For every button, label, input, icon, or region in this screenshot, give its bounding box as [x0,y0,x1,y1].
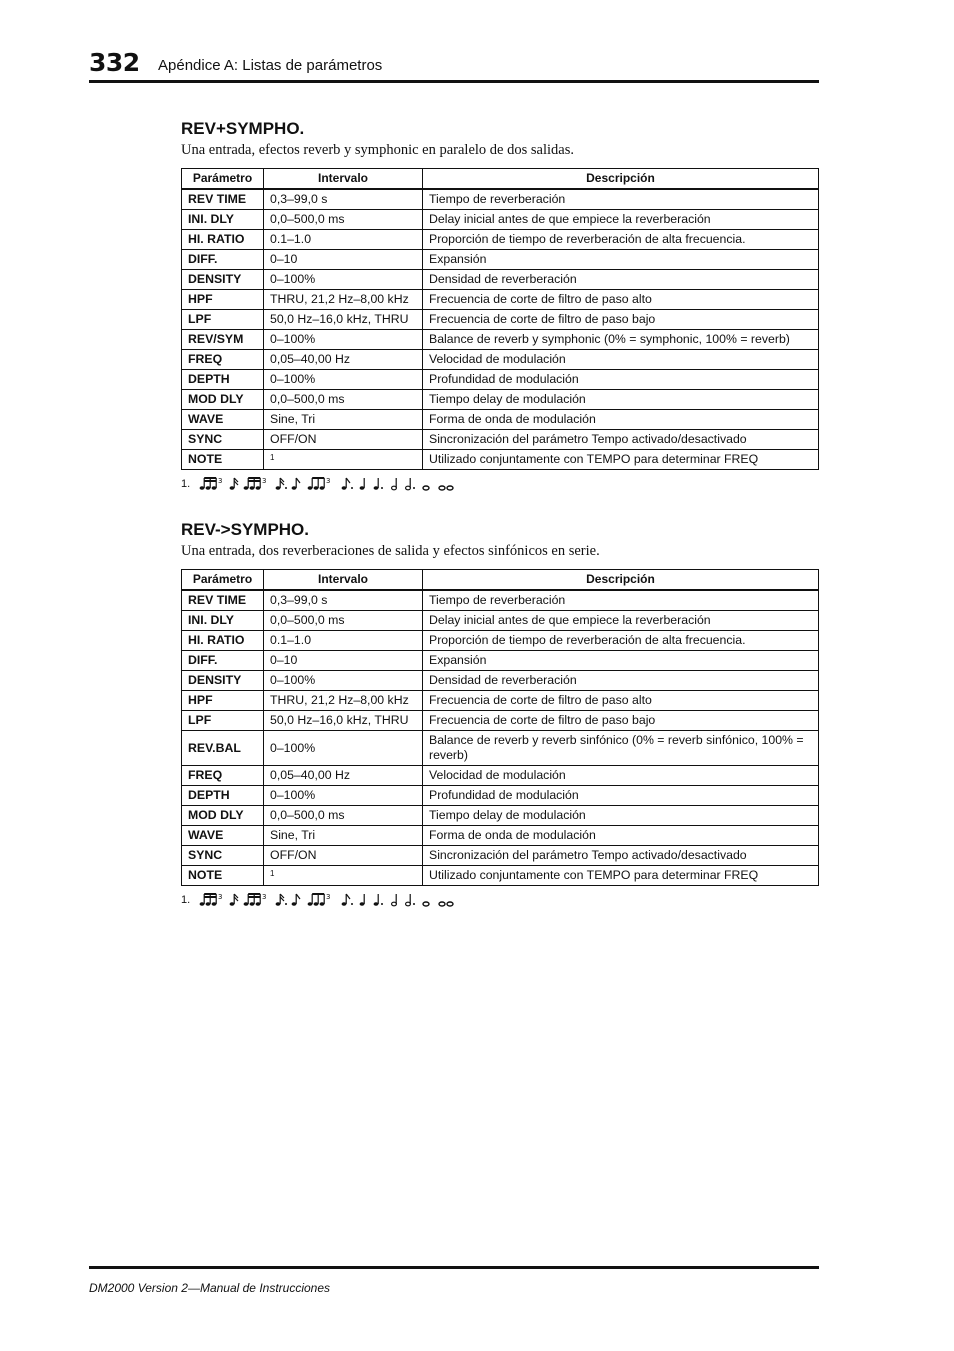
parameter-description: Frecuencia de corte de filtro de paso alto [423,290,819,310]
parameter-description: Frecuencia de corte de filtro de paso bajo [423,310,819,330]
table-row [182,806,819,826]
parameter-description: Densidad de reverberación [423,270,819,290]
parameter-name: INI. DLY [182,210,264,230]
parameter-description: Tiempo delay de modulación [423,806,819,826]
parameter-range: Sine, Tri [264,410,423,430]
parameter-name: NOTE [182,450,264,470]
table-row [182,731,819,766]
parameter-name: HPF [182,691,264,711]
parameter-range [264,450,423,470]
parameter-description: Expansión [423,651,819,671]
section-intro: Una entrada, efectos reverb y symphonic en paralelo de dos salidas. [181,142,574,158]
svg-text:3: 3 [262,893,267,901]
footnote-label: 1. [181,894,191,906]
parameter-name: DIFF. [182,651,264,671]
parameter-range: 50,0 Hz–16,0 kHz, THRU [264,310,423,330]
table-header-row [182,570,819,591]
section-rev-sympho [181,118,818,492]
table-row [182,866,819,886]
parameter-name: HI. RATIO [182,631,264,651]
table-row [182,410,819,430]
column-header-range: Intervalo [264,570,423,591]
parameter-description: Frecuencia de corte de filtro de paso alto [423,691,819,711]
header-rule [89,80,819,83]
parameter-range: 0–100% [264,330,423,350]
page-number: 332 [89,48,140,77]
parameter-range: THRU, 21,2 Hz–8,00 kHz [264,691,423,711]
table-row [182,711,819,731]
parameter-description: Delay inicial antes de que empiece la reverberación [423,210,819,230]
parameter-name: WAVE [182,826,264,846]
parameter-name: DENSITY [182,671,264,691]
table-row [182,786,819,806]
parameter-range [264,866,423,886]
parameter-name: DEPTH [182,370,264,390]
parameter-description: Proporción de tiempo de reverberación de alta frecuencia. [423,230,819,250]
parameter-description: Proporción de tiempo de reverberación de alta frecuencia. [423,631,819,651]
parameter-description: Balance de reverb y symphonic (0% = symphonic, 100% = reverb) [423,330,819,350]
parameter-range: 0.1–1.0 [264,631,423,651]
parameter-description: Velocidad de modulación [423,350,819,370]
table-row [182,631,819,651]
parameter-description: Utilizado conjuntamente con TEMPO para determinar FREQ [423,866,819,886]
parameter-table [181,168,819,470]
footnote [181,476,818,492]
parameter-name: REV TIME [182,590,264,611]
parameter-name: DEPTH [182,786,264,806]
column-header-range: Intervalo [264,169,423,190]
parameter-name: SYNC [182,846,264,866]
table-row [182,691,819,711]
table-row [182,230,819,250]
table-row [182,310,819,330]
parameter-range: 0.1–1.0 [264,230,423,250]
parameter-range: OFF/ON [264,430,423,450]
parameter-name: NOTE [182,866,264,886]
parameter-description: Delay inicial antes de que empiece la reverberación [423,611,819,631]
parameter-name: LPF [182,711,264,731]
parameter-range: THRU, 21,2 Hz–8,00 kHz [264,290,423,310]
footer-text: DM2000 Version 2—Manual de Instrucciones [89,1281,331,1295]
table-header-row [182,169,819,190]
svg-text:3: 3 [218,893,223,901]
parameter-description: Profundidad de modulación [423,370,819,390]
parameter-name: HI. RATIO [182,230,264,250]
table-row [182,611,819,631]
parameter-description: Tiempo de reverberación [423,590,819,611]
parameter-name: WAVE [182,410,264,430]
parameter-name: REV/SYM [182,330,264,350]
note-values-icon [198,476,498,492]
table-row [182,290,819,310]
section-rev-to-sympho [181,519,818,908]
table-row [182,651,819,671]
parameter-description: Sincronización del parámetro Tempo activado/desactivado [423,430,819,450]
parameter-range: 0–100% [264,270,423,290]
parameter-description: Sincronización del parámetro Tempo activado/desactivado [423,846,819,866]
parameter-name: DENSITY [182,270,264,290]
table-row [182,189,819,210]
parameter-name: LPF [182,310,264,330]
parameter-description: Tiempo delay de modulación [423,390,819,410]
footnote-label: 1. [181,478,191,490]
parameter-range: 0,0–500,0 ms [264,611,423,631]
parameter-name: MOD DLY [182,806,264,826]
table-row [182,590,819,611]
table-row [182,846,819,866]
parameter-name: SYNC [182,430,264,450]
parameter-range: 50,0 Hz–16,0 kHz, THRU [264,711,423,731]
table-row [182,330,819,350]
parameter-range: 0–10 [264,651,423,671]
note-values-icon [198,892,498,908]
parameter-description: Forma de onda de modulación [423,826,819,846]
parameter-description: Expansión [423,250,819,270]
parameter-name: REV.BAL [182,731,264,766]
chapter-title: Apéndice A: Listas de parámetros [158,57,383,74]
parameter-range: Sine, Tri [264,826,423,846]
table-row [182,390,819,410]
table-row [182,250,819,270]
section-title: REV+SYMPHO. [181,119,305,138]
parameter-description: Velocidad de modulación [423,766,819,786]
table-row [182,270,819,290]
column-header-parameter: Parámetro [182,570,264,591]
svg-text:3: 3 [218,477,223,485]
svg-text:3: 3 [326,477,331,485]
parameter-range: 0,3–99,0 s [264,189,423,210]
parameter-description: Frecuencia de corte de filtro de paso bajo [423,711,819,731]
section-title: REV->SYMPHO. [181,520,310,539]
parameter-range: 0–10 [264,250,423,270]
parameter-range: 0,3–99,0 s [264,590,423,611]
parameter-range: 0–100% [264,731,423,766]
svg-text:3: 3 [326,893,331,901]
parameter-name: HPF [182,290,264,310]
table-row [182,826,819,846]
table-row [182,430,819,450]
svg-text:3: 3 [262,477,267,485]
footer-rule [89,1266,819,1269]
column-header-description: Descripción [423,570,819,591]
table-row [182,450,819,470]
parameter-name: FREQ [182,766,264,786]
table-row [182,766,819,786]
parameter-description: Profundidad de modulación [423,786,819,806]
parameter-description: Tiempo de reverberación [423,189,819,210]
parameter-range: 0,0–500,0 ms [264,806,423,826]
parameter-description: Balance de reverb y reverb sinfónico (0% = reverb sinfónico, 100% = reverb) [423,731,819,766]
footnote-ref: 1 [270,869,275,878]
column-header-parameter: Parámetro [182,169,264,190]
parameter-name: INI. DLY [182,611,264,631]
parameter-range: 0,05–40,00 Hz [264,350,423,370]
parameter-name: DIFF. [182,250,264,270]
footnote [181,892,818,908]
parameter-name: FREQ [182,350,264,370]
table-row [182,350,819,370]
section-intro: Una entrada, dos reverberaciones de salida y efectos sinfónicos en serie. [181,543,600,559]
parameter-description: Forma de onda de modulación [423,410,819,430]
parameter-range: 0–100% [264,786,423,806]
column-header-description: Descripción [423,169,819,190]
table-row [182,370,819,390]
table-row [182,671,819,691]
parameter-range: 0–100% [264,671,423,691]
parameter-table [181,569,819,886]
parameter-range: 0,05–40,00 Hz [264,766,423,786]
parameter-range: 0–100% [264,370,423,390]
parameter-description: Densidad de reverberación [423,671,819,691]
parameter-range: OFF/ON [264,846,423,866]
parameter-range: 0,0–500,0 ms [264,210,423,230]
parameter-name: MOD DLY [182,390,264,410]
footnote-ref: 1 [270,453,275,462]
parameter-name: REV TIME [182,189,264,210]
table-row [182,210,819,230]
parameter-description: Utilizado conjuntamente con TEMPO para determinar FREQ [423,450,819,470]
parameter-range: 0,0–500,0 ms [264,390,423,410]
